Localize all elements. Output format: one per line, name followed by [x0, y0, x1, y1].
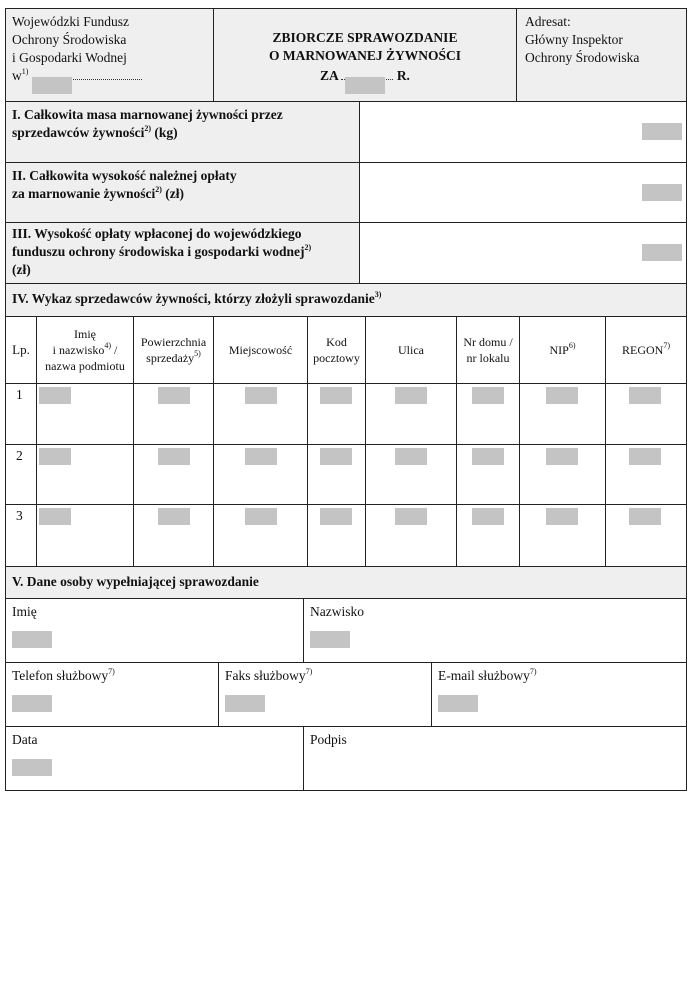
header-table: [5, 8, 687, 102]
row-regon-field[interactable]: [606, 384, 687, 445]
addressee-line-3: Ochrony Środowiska: [525, 50, 640, 65]
row-name-field[interactable]: [37, 384, 134, 445]
col-street: Ulica: [366, 317, 457, 384]
email-cell[interactable]: [432, 663, 687, 727]
section-3-value[interactable]: [360, 223, 687, 284]
fax-field[interactable]: [225, 695, 265, 712]
row-nip-field[interactable]: [520, 505, 606, 567]
col-nip: NIP$^{6)}$: [520, 317, 606, 384]
row-area-field[interactable]: [134, 445, 214, 505]
section-2-value[interactable]: [360, 163, 687, 223]
addressee-cell: [517, 9, 687, 102]
date-cell[interactable]: [6, 727, 304, 791]
section-3-label: III. Wysokość opłaty wpłaconej do wojewódzkiego funduszu ochrony środowiska i gospodarki wodnej$^{2)}$ (zł): [6, 223, 360, 284]
fax-cell[interactable]: [219, 663, 432, 727]
date-label: Data: [12, 732, 38, 747]
col-lp: Lp.: [6, 317, 37, 384]
sender-line-1: Wojewódzki Fundusz: [12, 14, 130, 29]
row-street-field[interactable]: [366, 505, 457, 567]
row-city-field[interactable]: [214, 384, 308, 445]
last-name-label: Nazwisko: [310, 604, 364, 619]
title-line-1: ZBIORCZE SPRAWOZDANIE: [272, 30, 458, 45]
sender-cell: [6, 9, 214, 102]
section-1-label: I. Całkowita masa marnowanej żywności przez sprzedawców żywności$^{2)}$ (kg): [6, 102, 360, 163]
row-street-field[interactable]: [366, 445, 457, 505]
row-street-field[interactable]: [366, 384, 457, 445]
sellers-table: [5, 283, 687, 567]
table-row: [6, 505, 687, 567]
first-name-label: Imię: [12, 604, 37, 619]
row-number: 1: [6, 384, 37, 445]
email-label: E-mail służbowy$^{7)}$: [438, 667, 537, 683]
last-name-cell[interactable]: [304, 599, 687, 663]
row-postal-field[interactable]: [308, 445, 366, 505]
phone-label: Telefon służbowy$^{7)}$: [12, 667, 115, 683]
date-field[interactable]: [12, 759, 52, 776]
row-postal-field[interactable]: [308, 505, 366, 567]
row-area-field[interactable]: [134, 505, 214, 567]
title-line-2: O MARNOWANEJ ŻYWNOŚCI: [268, 48, 461, 63]
col-area: Powierzchnia sprzedaży$^{5)}$: [134, 317, 214, 384]
year-field[interactable]: [341, 79, 393, 80]
phone-field[interactable]: [12, 695, 52, 712]
phone-cell[interactable]: [6, 663, 219, 727]
row-house-field[interactable]: [457, 445, 520, 505]
row-name-field[interactable]: [37, 445, 134, 505]
sender-voivodeship: $w^{1)}$: [12, 67, 207, 85]
table-row: [6, 384, 687, 445]
row-name-field[interactable]: [37, 505, 134, 567]
sender-line-3: i Gospodarki Wodnej: [12, 50, 127, 65]
row-city-field[interactable]: [214, 445, 308, 505]
col-postal: Kod pocztowy: [308, 317, 366, 384]
section-5-title: V. Dane osoby wypełniającej sprawozdanie: [6, 567, 687, 599]
signature-label: Podpis: [310, 732, 347, 747]
last-name-field[interactable]: [310, 631, 350, 648]
row-number: 3: [6, 505, 37, 567]
first-name-field[interactable]: [12, 631, 52, 648]
row-postal-field[interactable]: [308, 384, 366, 445]
row-house-field[interactable]: [457, 384, 520, 445]
signature-cell[interactable]: [304, 727, 687, 791]
voivodeship-field[interactable]: [32, 79, 142, 80]
section-4-title: IV. Wykaz sprzedawców żywności, którzy złożyli sprawozdanie$^{3)}$: [6, 284, 687, 317]
row-nip-field[interactable]: [520, 445, 606, 505]
row-house-field[interactable]: [457, 505, 520, 567]
col-house: Nr domu / nr lokalu: [457, 317, 520, 384]
email-field[interactable]: [438, 695, 478, 712]
sender-line-2: Ochrony Środowiska: [12, 32, 127, 47]
row-area-field[interactable]: [134, 384, 214, 445]
person-table: [5, 566, 687, 791]
addressee-label: Adresat:: [525, 14, 571, 29]
section-1-value[interactable]: [360, 102, 687, 163]
title-period: ZA R.: [214, 67, 516, 85]
fax-label: Faks służbowy$^{7)}$: [225, 667, 313, 683]
row-number: 2: [6, 445, 37, 505]
col-regon: REGON$^{7)}$: [606, 317, 687, 384]
table-row: [6, 445, 687, 505]
report-form: [5, 8, 686, 791]
section-2-label: II. Całkowita wysokość należnej opłaty za marnowanie żywności$^{2)}$ (zł): [6, 163, 360, 223]
col-name: Imię i nazwisko$^{4)}$ / nazwa podmiotu: [37, 317, 134, 384]
totals-table: [5, 101, 687, 284]
row-regon-field[interactable]: [606, 505, 687, 567]
first-name-cell[interactable]: [6, 599, 304, 663]
col-city: Miejscowość: [214, 317, 308, 384]
row-city-field[interactable]: [214, 505, 308, 567]
addressee-line-2: Główny Inspektor: [525, 32, 623, 47]
row-nip-field[interactable]: [520, 384, 606, 445]
title-cell: [214, 9, 517, 102]
row-regon-field[interactable]: [606, 445, 687, 505]
